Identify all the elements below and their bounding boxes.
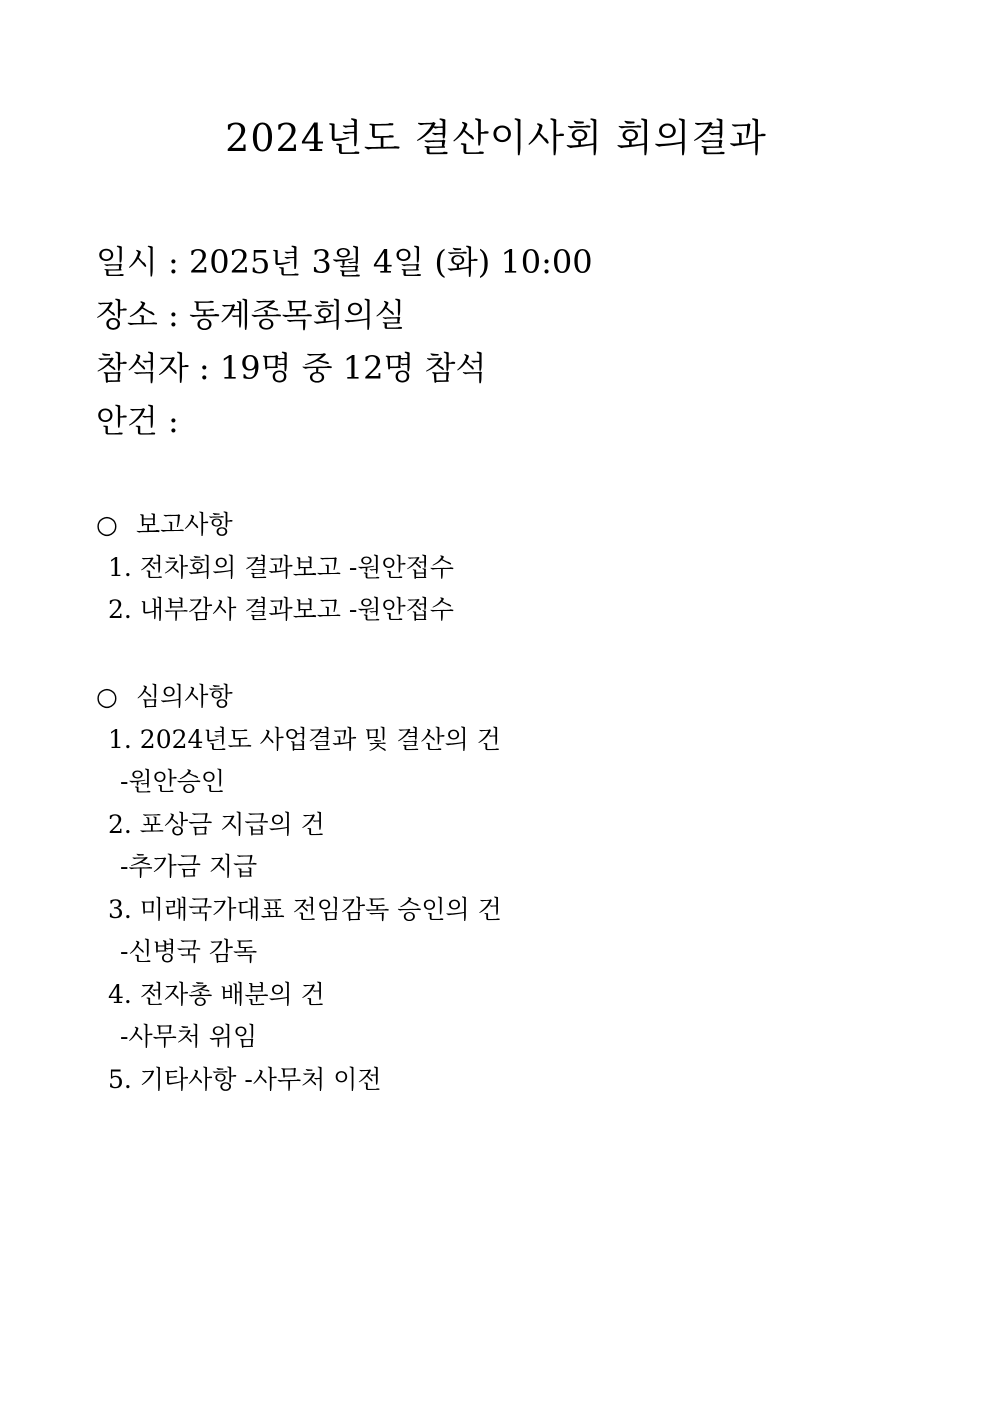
review-item-result: -신병국 감독 [120,937,258,966]
meeting-info [96,236,593,448]
review-item: 4. 전자총 배분의 건 [108,979,325,1009]
review-item-result: -원안승인 [120,767,226,796]
meeting-agenda-label: 안건 : [96,402,179,440]
meeting-location: 장소 : 동계종목회의실 [96,296,406,334]
review-item-result: -사무처 위임 [120,1022,258,1051]
review-item: 3. 미래국가대표 전임감독 승인의 건 [108,894,502,924]
review-section [96,676,502,1101]
report-item: 1. 전차회의 결과보고 -원안접수 [108,552,454,582]
meeting-attendance: 참석자 : 19명 중 12명 참석 [96,349,487,387]
report-section-title: 보고사항 [136,510,233,539]
review-item: 5. 기타사항 -사무처 이전 [108,1064,382,1094]
report-section-heading [96,504,454,547]
circle-bullet-icon: ○ [96,682,118,711]
circle-bullet-icon: ○ [96,510,118,539]
meeting-datetime: 일시 : 2025년 3월 4일 (화) 10:00 [96,243,593,281]
report-item: 2. 내부감사 결과보고 -원안접수 [108,595,454,624]
document-title: 2024년도 결산이사회 회의결과 [225,116,767,160]
report-section [96,504,454,632]
review-item-result: -추가금 지급 [120,852,258,881]
review-item: 2. 포상금 지급의 건 [108,809,325,839]
review-section-heading [96,676,502,719]
review-section-title: 심의사항 [136,682,233,711]
review-item: 1. 2024년도 사업결과 및 결산의 건 [108,724,501,754]
